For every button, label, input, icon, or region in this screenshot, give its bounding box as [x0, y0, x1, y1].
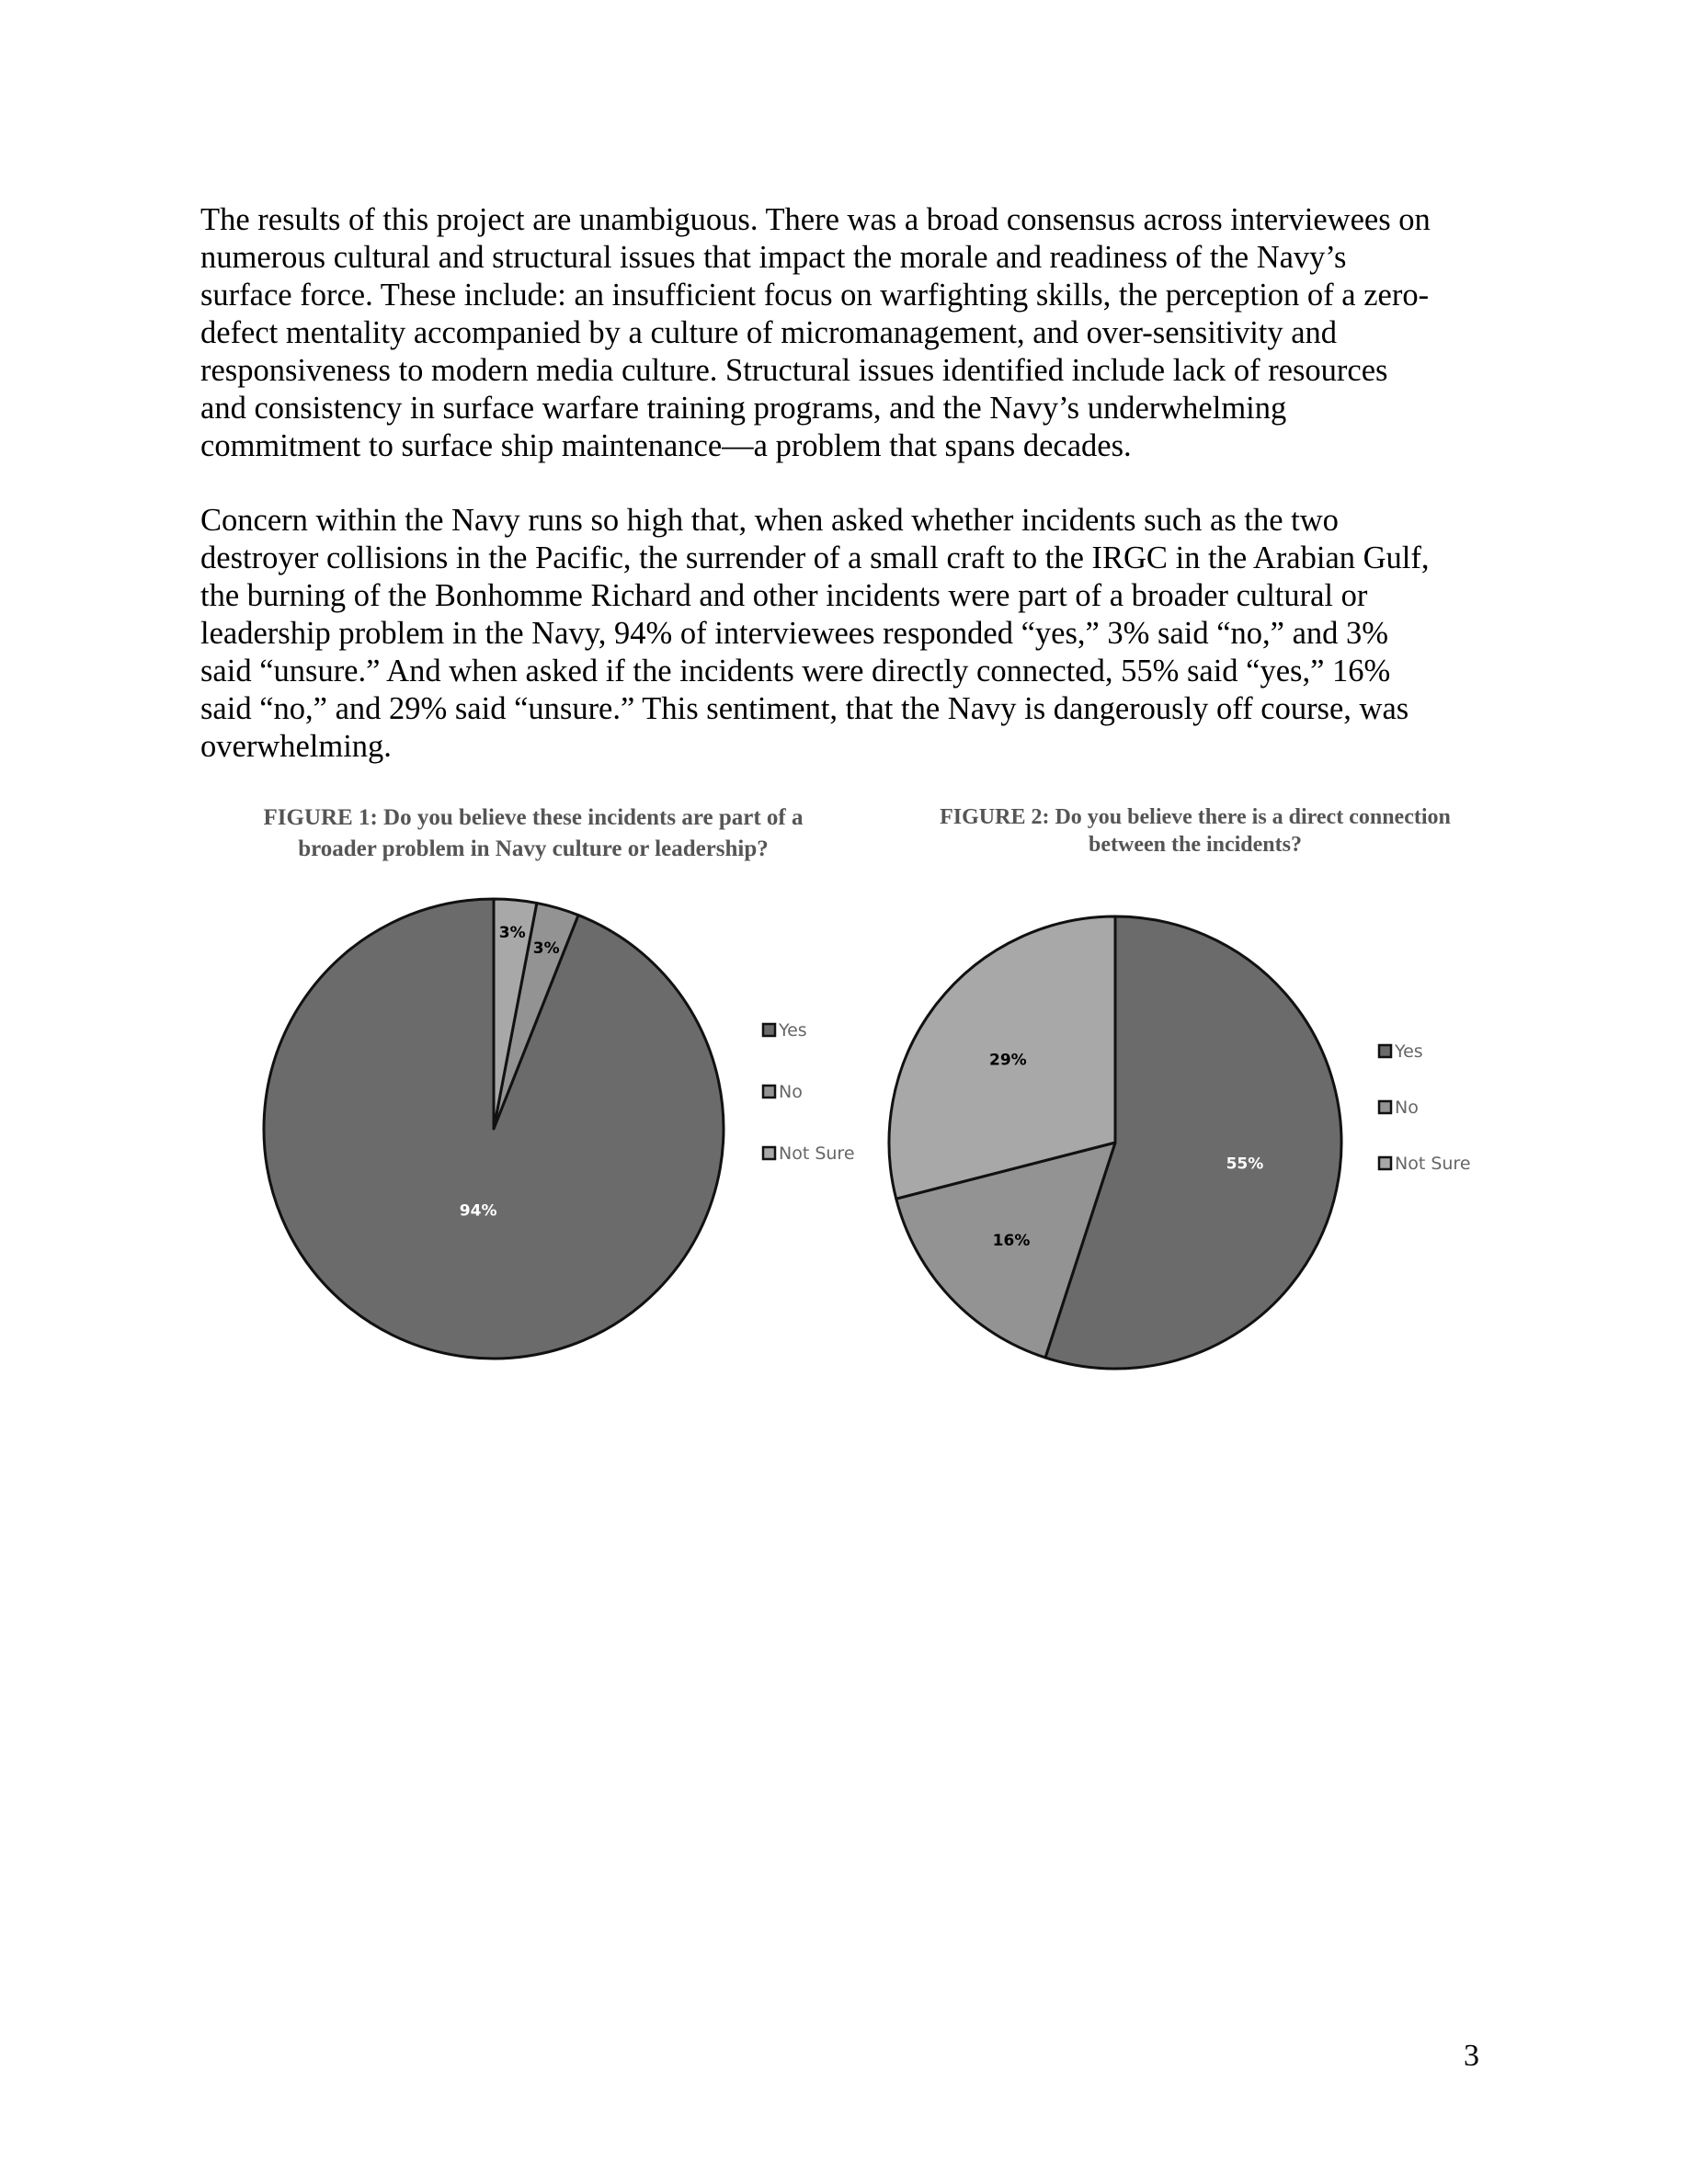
legend-label: No [779, 1082, 803, 1102]
slice-data-label: 3% [498, 923, 526, 942]
text-line: responsiveness to modern media culture. Structural issues identified include lack of resources [200, 353, 1388, 388]
text-line: destroyer collisions in the Pacific, the surrender of a small craft to the IRGC in the Arabian Gulf, [200, 540, 1430, 575]
pie-chart-2 [889, 916, 1471, 1369]
legend-swatch [763, 1024, 775, 1036]
figure-title-line: FIGURE 1: Do you believe these incidents are part of a [263, 805, 804, 830]
pie-chart-1 [264, 899, 855, 1359]
legend-swatch [1379, 1157, 1391, 1169]
legend-label: Not Sure [779, 1143, 855, 1164]
text-line: commitment to surface ship maintenance—a problem that spans decades. [200, 428, 1132, 463]
legend-swatch [763, 1147, 775, 1159]
text-line: numerous cultural and structural issues that impact the morale and readiness of the Navy’s [200, 240, 1347, 275]
legend-label: Yes [779, 1020, 807, 1041]
legend-swatch [1379, 1045, 1391, 1057]
text-line: said “no,” and 29% said “unsure.” This sentiment, that the Navy is dangerously off course, was [200, 691, 1409, 726]
slice-data-label: 16% [992, 1232, 1031, 1251]
slice-data-label: 3% [532, 939, 560, 959]
text-line: said “unsure.” And when asked if the incidents were directly connected, 55% said “yes,” 16% [200, 654, 1391, 688]
slice-data-label: 94% [459, 1201, 497, 1221]
text-line: Concern within the Navy runs so high that, when asked whether incidents such as the two [200, 503, 1339, 538]
text-line: the burning of the Bonhomme Richard and other incidents were part of a broader cultural or [200, 578, 1368, 613]
legend-label: Not Sure [1395, 1154, 1471, 1174]
text-line: defect mentality accompanied by a culture of micromanagement, and over-sensitivity and [200, 315, 1338, 350]
figure-title-line: between the incidents? [1089, 833, 1302, 857]
page-number: 3 [1464, 2039, 1479, 2073]
legend-label: No [1395, 1098, 1419, 1118]
text-line: leadership problem in the Navy, 94% of interviewees responded “yes,” 3% said “no,” and 3% [200, 616, 1389, 651]
legend-swatch [1379, 1101, 1391, 1113]
text-line: The results of this project are unambiguous. There was a broad consensus across interviewees on [200, 202, 1431, 237]
text-line: surface force. These include: an insufficient focus on warfighting skills, the perception of a zero- [200, 278, 1430, 313]
figure-title-line: broader problem in Navy culture or leadership? [298, 836, 769, 861]
legend-label: Yes [1395, 1041, 1423, 1062]
text-line: overwhelming. [200, 729, 392, 764]
slice-data-label: 29% [989, 1051, 1027, 1070]
slice-data-label: 55% [1226, 1155, 1264, 1174]
figure-title-line: FIGURE 2: Do you believe there is a direct connection [940, 805, 1451, 829]
legend-swatch [763, 1086, 775, 1098]
text-line: and consistency in surface warfare training programs, and the Navy’s underwhelming [200, 391, 1287, 426]
